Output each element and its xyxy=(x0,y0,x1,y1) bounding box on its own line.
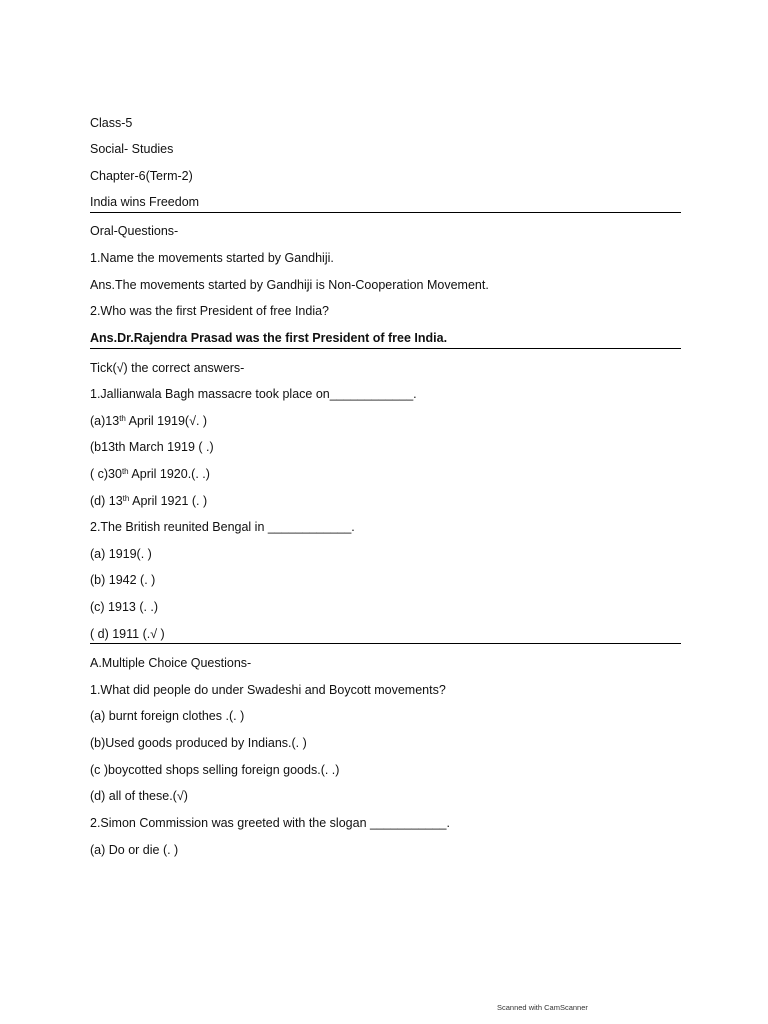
tick-question-2: 2.The British reunited Bengal in ____________. xyxy=(90,520,355,534)
oral-answer-2: Ans.Dr.Rajendra Prasad was the first President of free India. xyxy=(90,331,448,345)
tick-heading: Tick(√) the correct answers- xyxy=(90,361,245,375)
chapter-title: India wins Freedom xyxy=(90,195,200,209)
tick-question-1: 1.Jallianwala Bagh massacre took place on____________. xyxy=(90,387,417,401)
tick-q1-option-d: (d) 13th April 1921 (. ) xyxy=(90,494,208,508)
section-divider xyxy=(90,643,681,644)
mcq-question-1: 1.What did people do under Swadeshi and Boycott movements? xyxy=(90,683,446,697)
section-divider xyxy=(90,348,681,349)
mcq-q1-option-d: (d) all of these.(√) xyxy=(90,789,188,803)
mcq-q2-option-a: (a) Do or die (. ) xyxy=(90,843,179,857)
tick-q2-option-b: (b) 1942 (. ) xyxy=(90,573,156,587)
subject-label: Social- Studies xyxy=(90,142,174,156)
oral-answer-1: Ans.The movements started by Gandhiji is Non-Cooperation Movement. xyxy=(90,278,489,292)
tick-q2-option-a: (a) 1919(. ) xyxy=(90,547,152,561)
mcq-q1-option-a: (a) burnt foreign clothes .(. ) xyxy=(90,709,245,723)
tick-q1-option-c: ( c)30th April 1920.(. .) xyxy=(90,467,210,481)
tick-q1-option-b: (b13th March 1919 ( .) xyxy=(90,440,214,454)
section-divider xyxy=(90,212,681,213)
class-label: Class-5 xyxy=(90,116,133,130)
oral-question-1: 1.Name the movements started by Gandhiji. xyxy=(90,251,334,265)
oral-heading: Oral-Questions- xyxy=(90,224,179,238)
mcq-question-2: 2.Simon Commission was greeted with the slogan ___________. xyxy=(90,816,450,830)
chapter-label: Chapter-6(Term-2) xyxy=(90,169,193,183)
mcq-heading: A.Multiple Choice Questions- xyxy=(90,656,252,670)
mcq-q1-option-b: (b)Used goods produced by Indians.(. ) xyxy=(90,736,307,750)
tick-q1-option-a: (a)13th April 1919(√. ) xyxy=(90,414,208,428)
tick-q2-option-c: (c) 1913 (. .) xyxy=(90,600,159,614)
oral-question-2: 2.Who was the first President of free India? xyxy=(90,304,330,318)
tick-q2-option-d: ( d) 1911 (.√ ) xyxy=(90,627,165,641)
mcq-q1-option-c: (c )boycotted shops selling foreign goods.(. .) xyxy=(90,763,340,777)
scanner-watermark: Scanned with CamScanner xyxy=(497,1003,588,1012)
